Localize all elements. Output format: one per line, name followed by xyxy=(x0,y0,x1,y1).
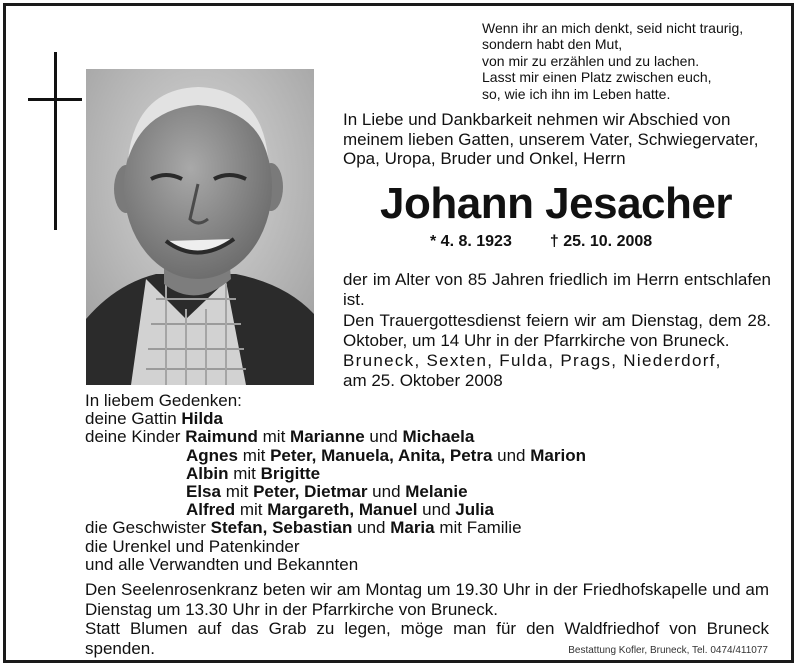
family-name: Julia xyxy=(455,500,494,520)
family-row-siblings xyxy=(85,519,765,537)
funeral-text: Den Trauergottesdienst feiern wir am Dienstag, dem 28. Oktober, um 14 Uhr in der Pfarrkirche von Bruneck. xyxy=(343,311,771,350)
flowers-text: Statt Blumen auf das Grab zu legen, möge man für den Waldfriedhof von Bruneck spenden. xyxy=(85,619,769,658)
family-name: Brigitte xyxy=(260,463,321,483)
family-label: deine Gattin xyxy=(85,409,182,429)
intro-line: Opa, Uropa, Bruder und Onkel, Herrn xyxy=(343,149,626,169)
family-row-wife xyxy=(85,410,765,428)
family-row-relatives: und alle Verwandten und Bekannten xyxy=(85,554,359,574)
poem-line: von mir zu erzählen und zu lachen. xyxy=(482,52,700,69)
family-name: Albin xyxy=(186,463,229,483)
cross-icon-bar xyxy=(28,98,82,101)
family-name: Peter, Dietmar xyxy=(253,482,368,502)
poem xyxy=(482,20,782,102)
family-joiner: und xyxy=(352,518,391,538)
intro-text xyxy=(343,110,771,169)
family-row-grandchildren: die Urenkel und Patenkinder xyxy=(85,536,300,556)
family-heading: In liebem Gedenken: xyxy=(85,391,242,410)
family-label: deine Kinder xyxy=(85,427,186,447)
family-row-child xyxy=(85,447,765,465)
poem-line: Lasst mir einen Platz zwischen euch, xyxy=(482,69,712,86)
family-name: Agnes xyxy=(186,445,238,465)
family-list xyxy=(85,392,765,574)
family-name: Raimund xyxy=(185,427,258,447)
family-name: Hilda xyxy=(181,409,223,429)
life-dates xyxy=(430,233,652,251)
family-joiner: und xyxy=(417,500,456,520)
family-name: Alfred xyxy=(186,500,236,520)
family-label: mit Familie xyxy=(434,518,522,538)
death-date: † 25. 10. 2008 xyxy=(549,233,653,250)
family-joiner: mit xyxy=(235,500,268,520)
poem-line: sondern habt den Mut, xyxy=(482,36,623,53)
family-joiner: und xyxy=(492,445,531,465)
poem-line: Wenn ihr an mich denkt, seid nicht traurig, xyxy=(482,20,744,36)
family-joiner: mit xyxy=(237,445,271,465)
date-line: am 25. Oktober 2008 xyxy=(343,370,503,390)
funeral-home-footer: Bestattung Kofler, Bruneck, Tel. 0474/411077 xyxy=(568,645,768,656)
family-name: Stefan, Sebastian xyxy=(210,518,353,538)
family-name: Elsa xyxy=(186,482,221,502)
family-name: Marianne xyxy=(290,427,365,447)
family-joiner: und xyxy=(364,427,403,447)
family-name: Marion xyxy=(530,445,586,465)
place-date-block xyxy=(343,351,771,390)
family-row-child xyxy=(85,483,765,501)
family-joiner: mit xyxy=(220,482,254,502)
intro-line: In Liebe und Dankbarkeit nehmen wir Abschied von xyxy=(343,110,731,129)
family-name: Michaela xyxy=(402,427,475,447)
family-joiner: und xyxy=(367,482,406,502)
family-row-children xyxy=(85,428,765,446)
intro-line: meinem lieben Gatten, unserem Vater, Schwiegervater, xyxy=(343,129,759,149)
family-name: Maria xyxy=(390,518,435,538)
rosary-text: Den Seelenrosenkranz beten wir am Montag um 19.30 Uhr in der Friedhofskapelle und am Dienstag um 13.30 Uhr in der Pfarrkirche von Bruneck. xyxy=(85,580,769,619)
places-line: Bruneck, Sexten, Fulda, Prags, Niederdorf, xyxy=(343,351,722,370)
family-name: Margareth, Manuel xyxy=(267,500,418,520)
family-name: Melanie xyxy=(405,482,468,502)
deceased-name: Johann Jesacher xyxy=(380,179,732,228)
poem-line: so, wie ich ihn im Leben hatte. xyxy=(482,85,671,102)
family-joiner: mit xyxy=(228,463,261,483)
family-row-child xyxy=(85,465,765,483)
family-name: Peter, Manuela, Anita, Petra xyxy=(270,445,493,465)
birth-date: * 4. 8. 1923 xyxy=(430,233,512,250)
family-label: die Geschwister xyxy=(85,518,211,538)
cross-icon xyxy=(54,52,57,230)
death-notice-text: der im Alter von 85 Jahren friedlich im Herrn entschlafen ist. xyxy=(343,270,771,309)
family-joiner: mit xyxy=(257,427,291,447)
family-row-child xyxy=(85,501,765,519)
portrait-photo xyxy=(86,69,314,385)
